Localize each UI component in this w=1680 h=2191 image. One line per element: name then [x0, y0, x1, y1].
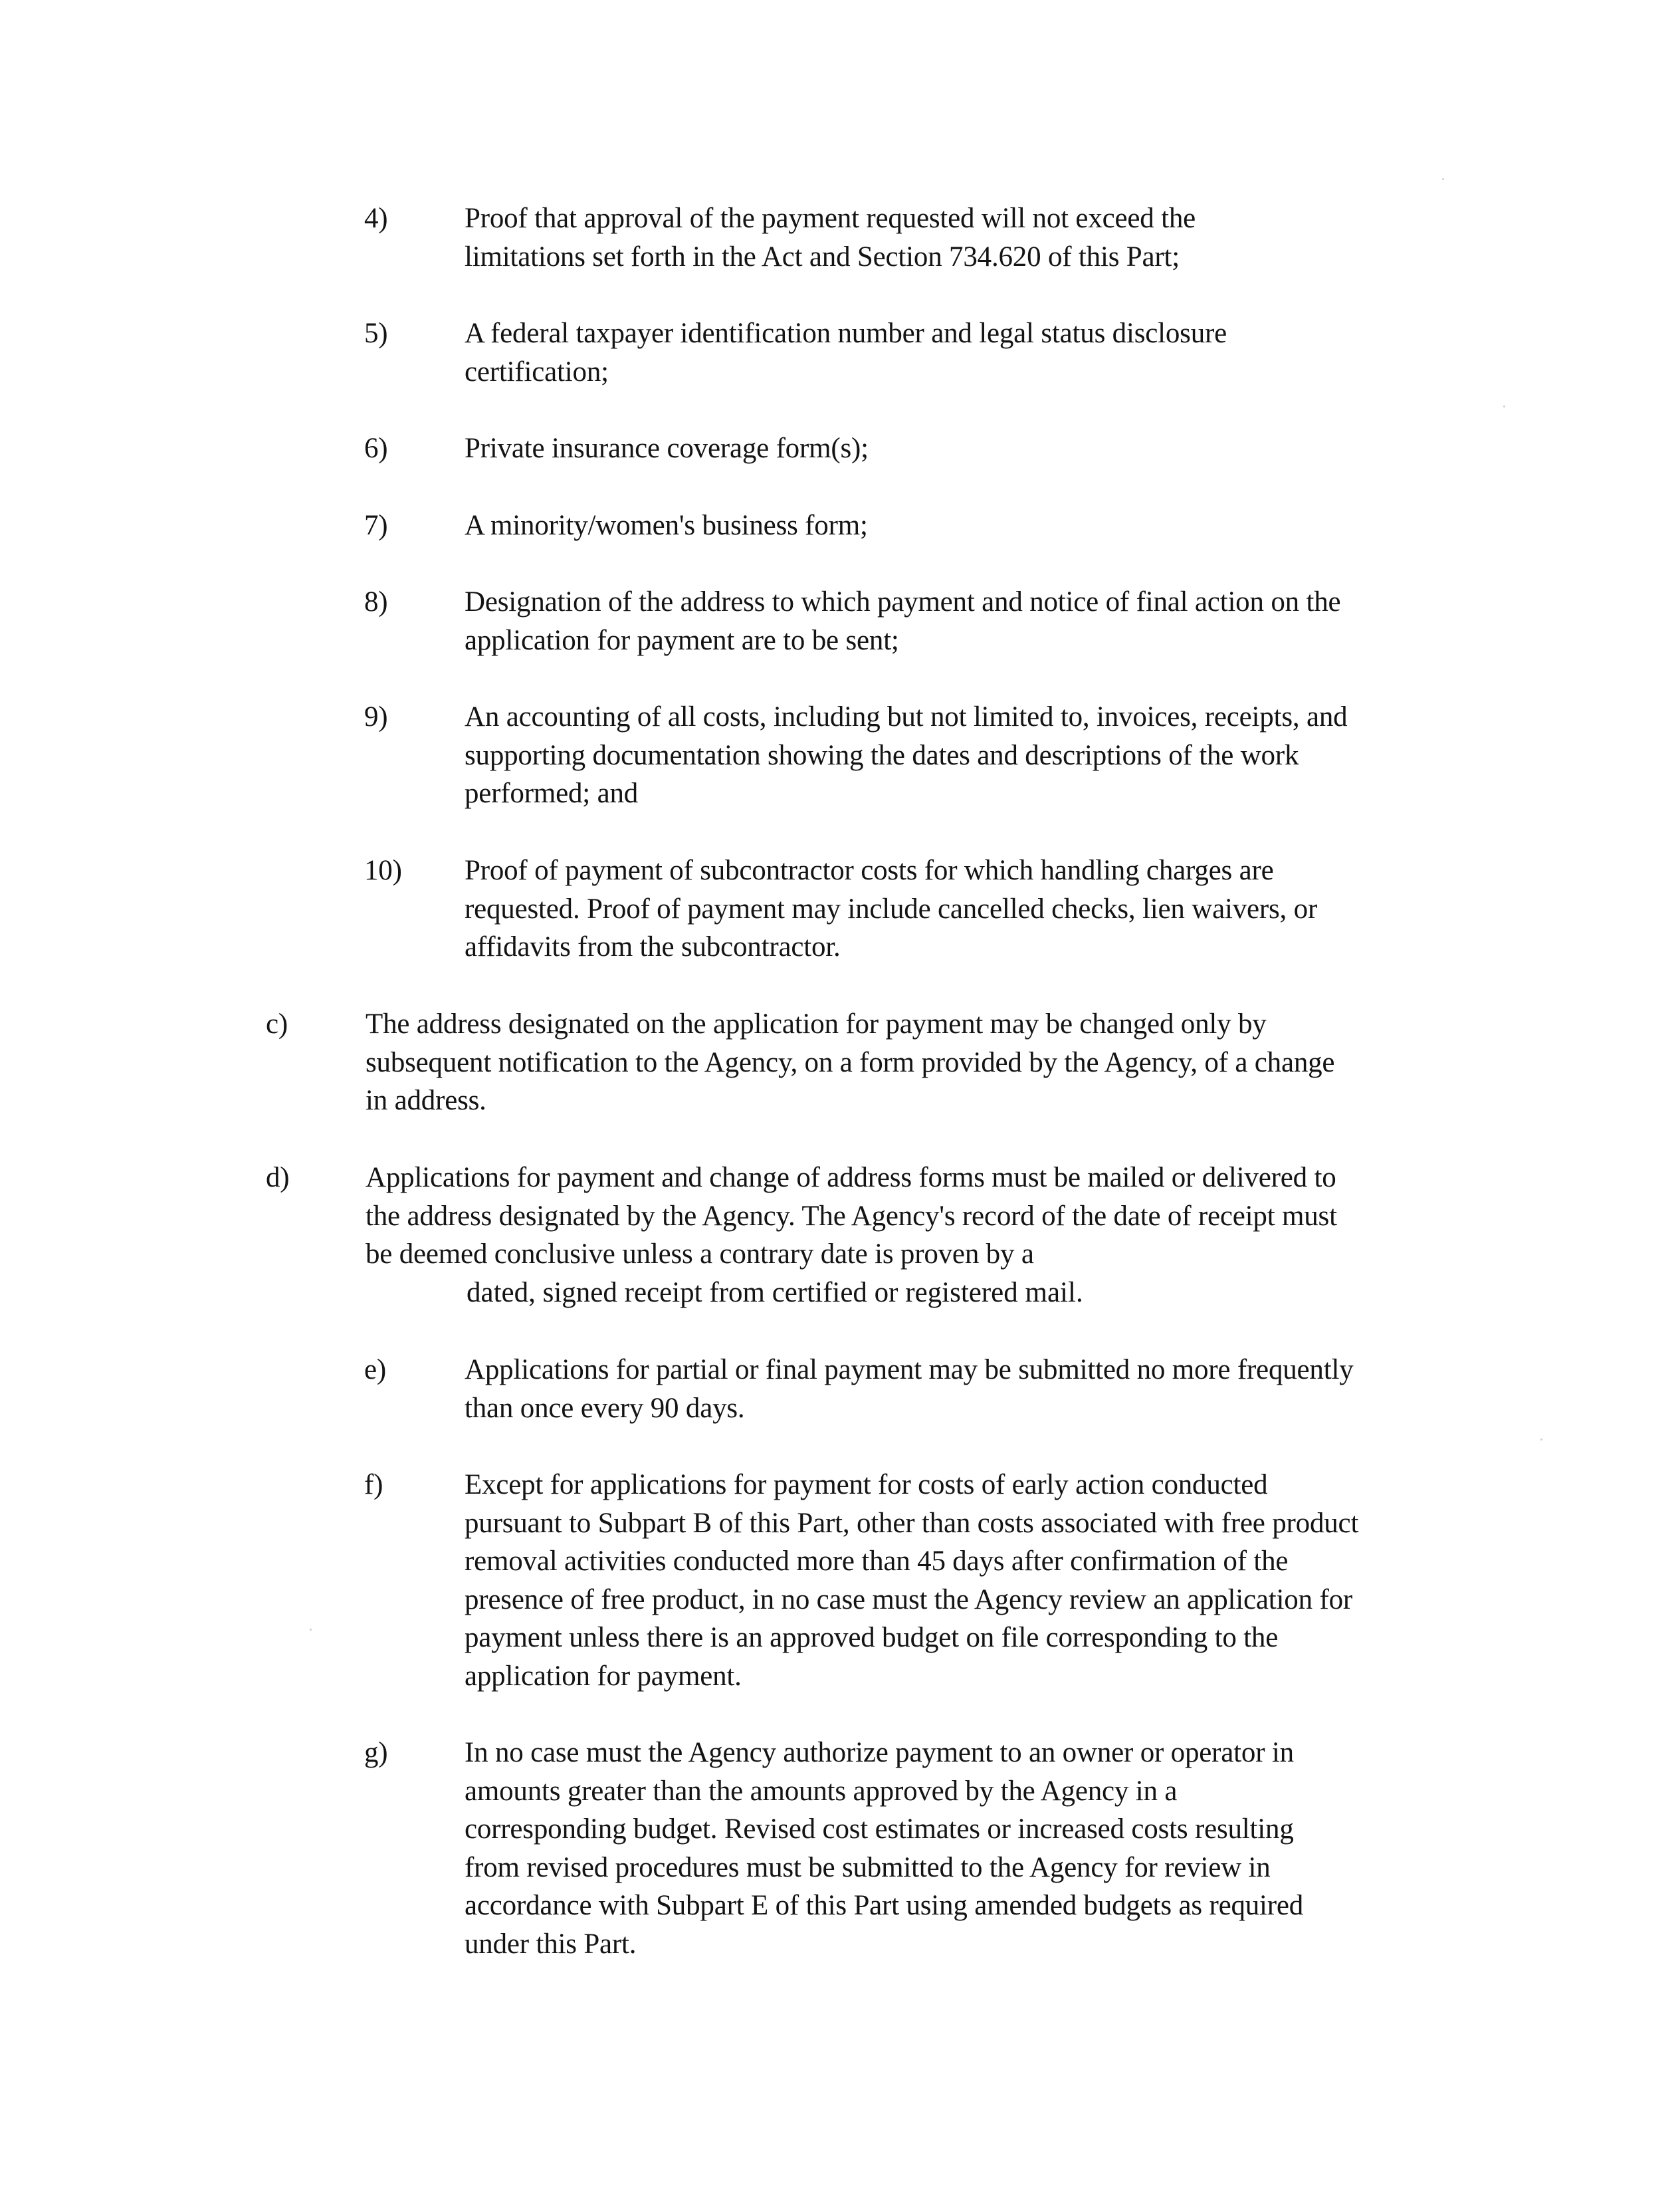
item-label: 9)	[364, 701, 388, 733]
section-d-continuation: dated, signed receipt from certified or registered mail.	[467, 1277, 1083, 1308]
scan-speck	[1442, 178, 1444, 180]
scan-speck	[1503, 405, 1505, 407]
section-text: Applications for payment and change of address forms must be mailed or delivered to the address designated by the Agency. The Agency's record of the date of receipt must be deemed conclusive unless a contrary date is proven by a	[366, 1162, 1337, 1270]
section-text: Except for applications for payment for costs of early action conducted pursuant to Subpart B of this Part, other than costs associated with free product removal activities conducted more than 45 days after confirmation of the presence of free product, in no case must the Agency review an application for payment unless there is an approved budget on file corresponding to the application for payment.	[465, 1469, 1359, 1692]
item-label: 7)	[364, 510, 388, 541]
item-label: 8)	[364, 586, 388, 618]
section-text: Applications for partial or final payment may be submitted no more frequently than once every 90 days.	[465, 1354, 1354, 1424]
section-label: g)	[364, 1737, 388, 1768]
section-text: In no case must the Agency authorize payment to an owner or operator in amounts greater than the amounts approved by the Agency in a corresponding budget. Revised cost estimates or increased costs resulting from revised procedures must be submitted to the Agency for review in accordance with Subpart E of this Part using amended budgets as required under this Part.	[465, 1737, 1304, 1960]
scan-speck	[310, 1629, 312, 1631]
item-label: 6)	[364, 433, 388, 464]
scan-speck	[1540, 1439, 1542, 1441]
item-text: Designation of the address to which payment and notice of final action on the application for payment are to be sent;	[465, 586, 1341, 656]
item-text: An accounting of all costs, including but not limited to, invoices, receipts, and supporting documentation showing the dates and descriptions of the work performed; and	[465, 701, 1348, 809]
item-text: Private insurance coverage form(s);	[465, 433, 869, 464]
section-text: The address designated on the application for payment may be changed only by subsequent notification to the Agency, on a form provided by the Agency, of a change in address.	[366, 1008, 1335, 1116]
item-label: 4)	[364, 203, 388, 234]
item-label: 10)	[364, 855, 402, 886]
section-label: c)	[266, 1008, 288, 1040]
section-label: e)	[364, 1354, 387, 1385]
item-text: A federal taxpayer identification number and legal status disclosure certification;	[465, 318, 1227, 388]
item-label: 5)	[364, 318, 388, 349]
item-text: Proof of payment of subcontractor costs for which handling charges are requested. Proof of payment may include cancelled checks, lien waivers, or affidavits from the subcontractor.	[465, 855, 1318, 963]
section-label: f)	[364, 1469, 383, 1500]
item-text: Proof that approval of the payment requested will not exceed the limitations set forth in the Act and Section 734.620 of this Part;	[465, 203, 1196, 273]
item-text: A minority/women's business form;	[465, 510, 868, 541]
section-label: d)	[266, 1162, 290, 1193]
